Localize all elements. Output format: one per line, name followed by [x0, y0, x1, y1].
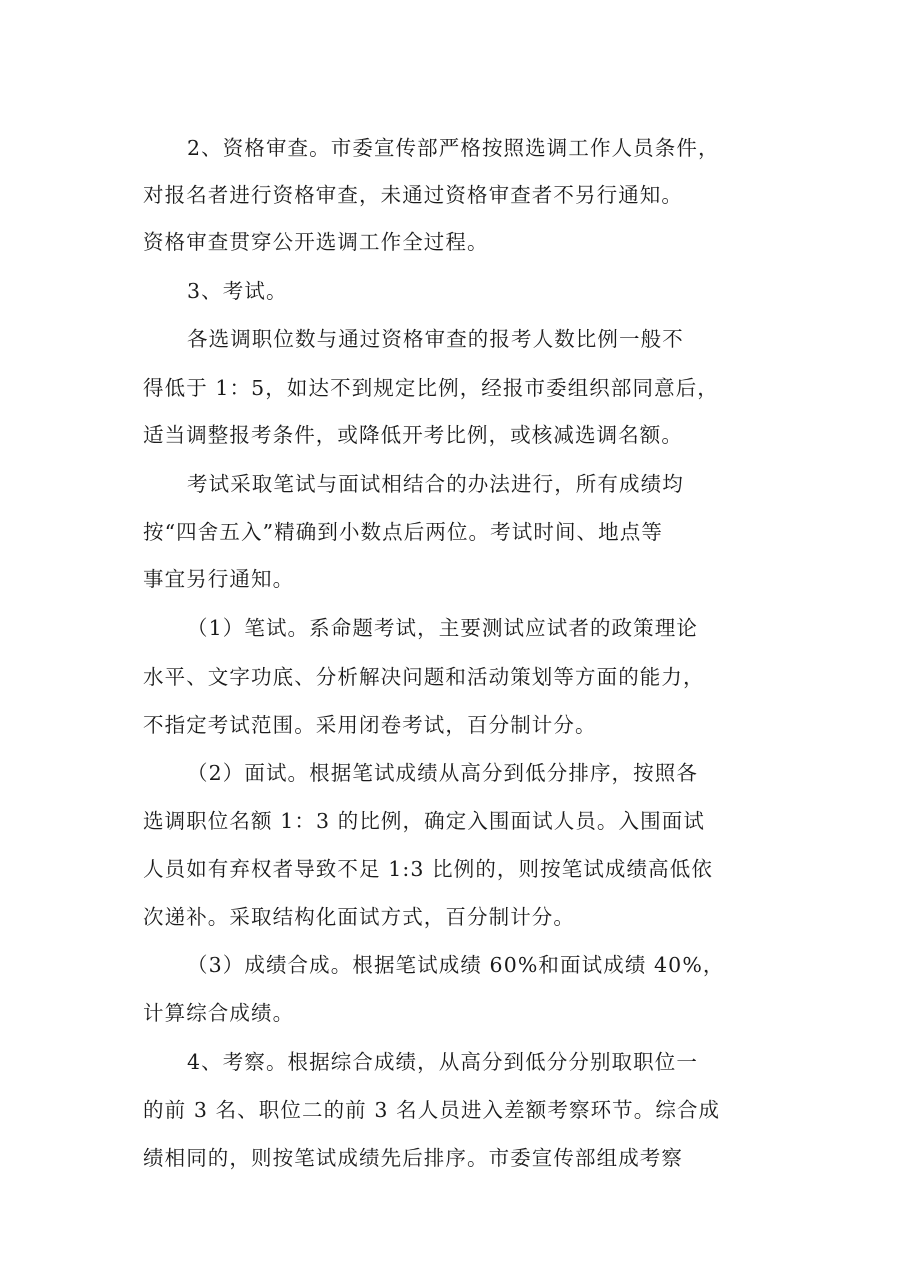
- text-line: 不指定考试范围。采用闭卷考试，百分制计分。: [143, 713, 597, 737]
- text-line: 资格审查贯穿公开选调工作全过程。: [143, 230, 489, 254]
- text-line: 对报名者进行资格审查，未通过资格审查者不另行通知。: [143, 183, 683, 207]
- text-line: 计算综合成绩。: [143, 1001, 295, 1025]
- text-line: 次递补。采取结构化面试方式，百分制计分。: [143, 905, 575, 929]
- text-line: 3、考试。: [187, 279, 288, 303]
- text-line: （2）面试。根据笔试成绩从高分到低分排序，按照各: [187, 761, 698, 785]
- text-line: 2、资格审查。市委宣传部严格按照选调工作人员条件，: [187, 136, 720, 160]
- text-line: 4、考察。根据综合成绩，从高分到低分分别取职位一: [187, 1050, 698, 1074]
- text-line: 人员如有弃权者导致不足 1:3 比例的，则按笔试成绩高低依: [143, 857, 713, 881]
- text-line: 水平、文字功底、分析解决问题和活动策划等方面的能力，: [143, 665, 705, 689]
- text-line: 得低于 1：5，如达不到规定比例，经报市委组织部同意后，: [143, 376, 719, 400]
- text-line: （3）成绩合成。根据笔试成绩 60%和面试成绩 40%，: [187, 953, 725, 977]
- text-line: 考试采取笔试与面试相结合的办法进行，所有成绩均: [187, 472, 684, 496]
- text-line: 事宜另行通知。: [143, 567, 295, 591]
- text-line: 各选调职位数与通过资格审查的报考人数比例一般不: [187, 327, 684, 351]
- text-line: 适当调整报考条件，或降低开考比例，或核减选调名额。: [143, 423, 683, 447]
- text-line: 按“四舍五入”精确到小数点后两位。考试时间、地点等: [143, 520, 663, 544]
- text-line: （1）笔试。系命题考试，主要测试应试者的政策理论: [187, 616, 698, 640]
- text-line: 绩相同的，则按笔试成绩先后排序。市委宣传部组成考察: [143, 1146, 683, 1170]
- text-line: 选调职位名额 1：3 的比例，确定入围面试人员。入围面试: [143, 809, 705, 833]
- text-line: 的前 3 名、职位二的前 3 名人员进入差额考察环节。综合成: [143, 1098, 721, 1122]
